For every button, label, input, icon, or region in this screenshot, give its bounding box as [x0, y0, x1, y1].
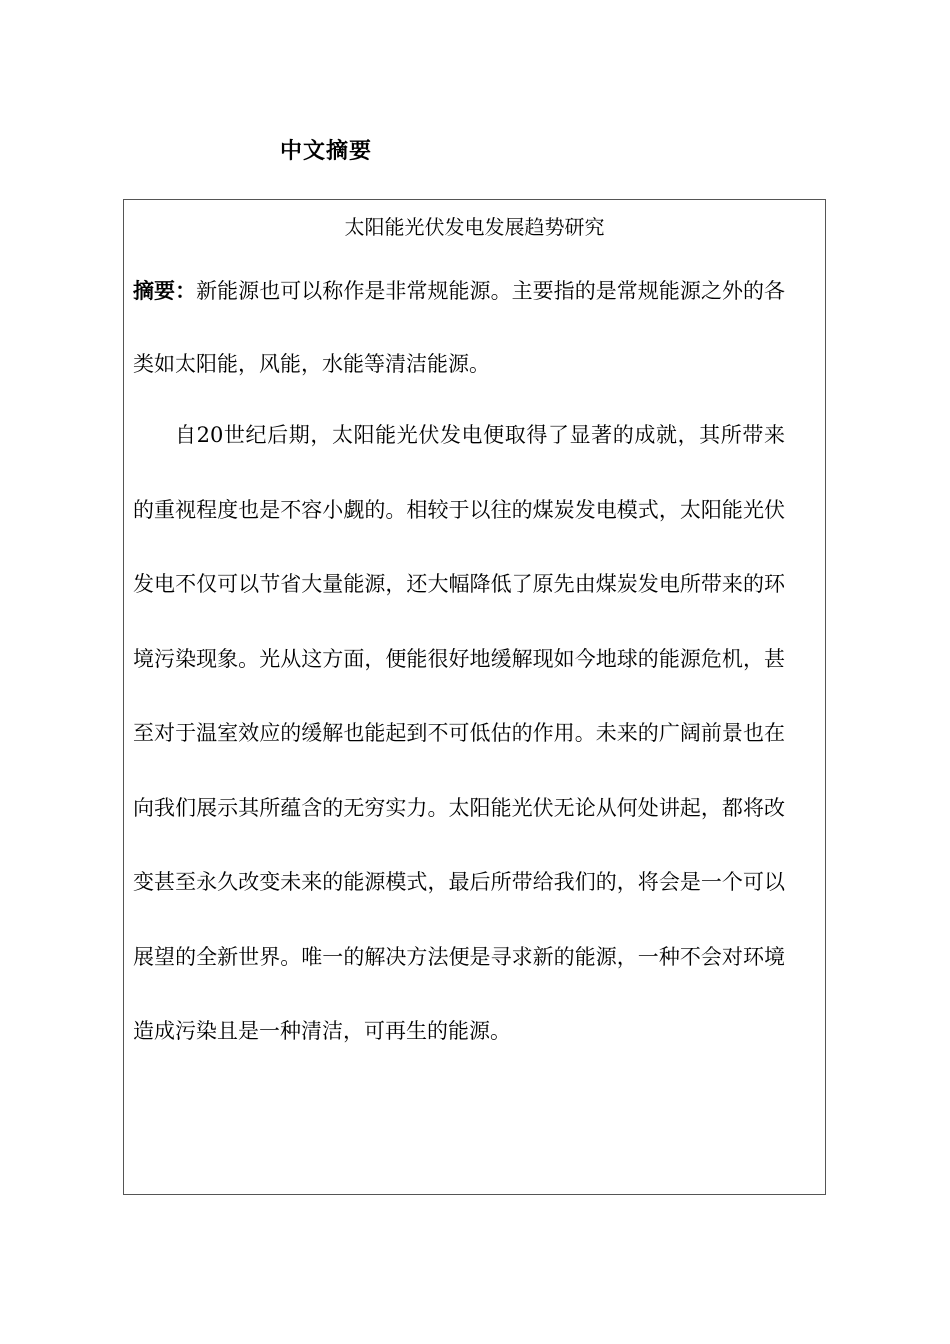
abstract-body: [133, 272, 785, 1069]
abstract-title: 太阳能光伏发电发展趋势研究: [344, 215, 605, 239]
abstract-paragraph-1-text: 新能源也可以称作是非常规能源。主要指的是常规能源之外的各类如太阳能，风能，水能等清洁能源。: [133, 279, 786, 376]
page-heading: 中文摘要: [280, 138, 373, 164]
abstract-label: 摘要：: [133, 278, 197, 303]
abstract-paragraph-2: 自20世纪后期，太阳能光伏发电便取得了显著的成就，其所带来的重视程度也是不容小觑的。相较于以往的煤炭发电模式，太阳能光伏发电不仅可以节省大量能源，还大幅降低了原先由煤炭发电所带来的环境污染现象。光从这方面，便能很好地缓解现如今地球的能源危机，甚至对于温室效应的缓解也能起到不可低估的作用。未来的广阔前景也在向我们展示其所蕴含的无穷实力。太阳能光伏无论从何处讲起，都将改变甚至永久改变未来的能源模式，最后所带给我们的，将会是一个可以展望的全新世界。唯一的解决方法便是寻求新的能源，一种不会对环境造成污染且是一种清洁，可再生的能源。: [133, 423, 785, 1043]
abstract-paragraph-1: [133, 254, 785, 401]
